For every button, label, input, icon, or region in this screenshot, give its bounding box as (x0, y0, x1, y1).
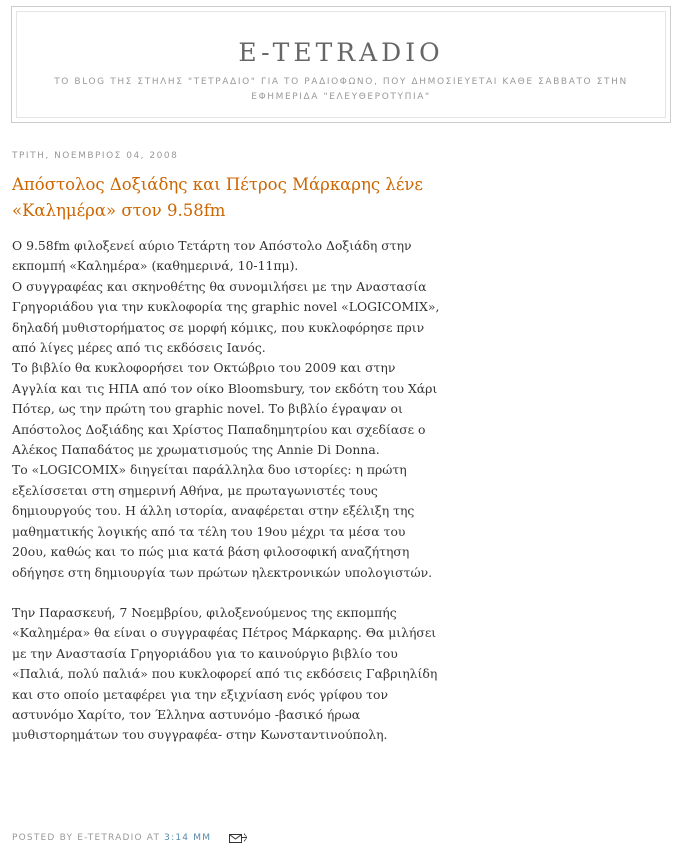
post-paragraph: Το «LOGICOMIX» διηγείται παράλληλα δυο ιστορίες: η πρώτη εξελίσσεται στη σημερινή Αθήνα, με πρωταγωνιστές τους δημιουργούς του. Η άλλη ιστορία, αναφέρεται στην εξέλιξη της μαθηματικής λογικής από τα τέλη του 19ου μέχρι τα μέσα του 20ου, καθώς και το πώς μια κατά βάση φιλοσοφική αναζήτηση οδήγησε στη δημιουργία των πρώτων ηλεκτρονικών υπολογιστών. (12, 462, 433, 580)
blog-header-inner (16, 11, 666, 118)
post-paragraph: Την Παρασκευή, 7 Νοεμβρίου, φιλοξενούμενος της εκπομπής «Καλημέρα» θα είναι ο συγγραφέας Πέτρος Μάρκαρης. Θα μιλήσει με την Αναστασία Γρηγοριάδου για το καινούργιο βιβλίο του «Παλιά, πολύ παλιά» που κυκλοφορεί από τις εκδόσεις Γαβριηλίδη και στο οποίο μεταφέρει για την εξιχνίαση ενός γρίφου τον αστυνόμο Χαρίτο, τον Έλληνα αστυνόμο -βασικό ήρωα μυθιστορημάτων του συγγραφέα- στην Κωνσταντινούπολη. (12, 604, 438, 743)
post-timestamp-link[interactable]: 3:14 ΜΜ (164, 833, 212, 843)
posted-by-label: POSTED BY E-TETRADIO AT (12, 833, 161, 843)
post-paragraph: Ο συγγραφέας και σκηνοθέτης θα συνομιλήσει με την Αναστασία Γρηγοριάδου για την κυκλοφορία της graphic novel «LOGICOMIX», δηλαδή μυθιστορήματος σε μορφή κόμικς, που κυκλοφόρησε πριν από λίγες μέρες από τις εκδόσεις Ιανός. (12, 278, 440, 356)
blog-description: ΤΟ BLOG ΤΗΣ ΣΤΗΛΗΣ "ΤΕΤΡΑΔΙΟ" ΓΙΑ ΤΟ ΡΑΔΙΟΦΩΝΟ, ΠΟΥ ΔΗΜΟΣΙΕΥΕΤΑΙ ΚΑΘΕ ΣΑΒΒΑΤΟ ΣΤΗΝ ΕΦΗΜΕΡΙΔΑ "ΕΛΕΥΘΕΡΟΤΥΠΙΑ" (54, 77, 628, 102)
post-paragraph: Ο 9.58fm φιλοξενεί αύριο Τετάρτη τον Απόστολο Δοξιάδη στην εκπομπή «Καλημέρα» (καθημερινά, 10-11πμ). (12, 238, 412, 274)
blog-header (11, 6, 671, 123)
post-paragraph: Το βιβλίο θα κυκλοφορήσει τον Οκτώβριο του 2009 και στην Αγγλία και τις ΗΠΑ από τον οίκο Bloomsbury, τον εκδότη του Χάρι Πότερ, ως την πρώτη του graphic novel. Το βιβλίο έγραψαν οι Απόστολος Δοξιάδης και Χρίστος Παπαδημητρίου και σχεδίασε ο Αλέκος Παπαδάτος με χρωματισμούς της Annie Di Donna. (12, 360, 438, 458)
post-body (12, 236, 442, 746)
email-post-icon[interactable] (229, 832, 247, 844)
post-date: ΤΡΙΤΗ, ΝΟΕΜΒΡΙΟΣ 04, 2008 (12, 151, 179, 161)
post-title[interactable]: Απόστολος Δοξιάδης και Πέτρος Μάρκαρης λένε «Καλημέρα» στον 9.58fm (12, 175, 423, 220)
blog-title[interactable]: E-TETRADIO (238, 38, 444, 67)
paragraph-gap (12, 583, 442, 603)
post-footer (12, 832, 247, 844)
